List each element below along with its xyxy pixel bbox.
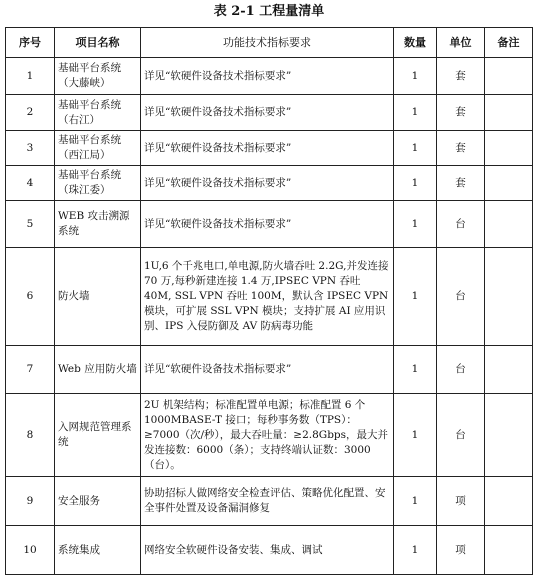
bill-of-quantities-table	[5, 27, 533, 575]
cell-no: 1	[6, 58, 55, 95]
header-no: 序号	[6, 28, 55, 58]
header-note: 备注	[485, 28, 533, 58]
cell-spec: 详见“软硬件设备技术指标要求”	[141, 95, 394, 131]
cell-unit: 套	[437, 95, 485, 131]
cell-name: 基础平台系统（大藤峡）	[55, 58, 141, 95]
cell-no: 3	[6, 131, 55, 166]
cell-note	[485, 166, 533, 201]
cell-name: 入网规范管理系统	[55, 394, 141, 477]
cell-note	[485, 526, 533, 575]
cell-unit: 台	[437, 346, 485, 394]
table-row	[6, 131, 533, 166]
cell-name: Web 应用防火墙	[55, 346, 141, 394]
cell-note	[485, 95, 533, 131]
cell-name: 系统集成	[55, 526, 141, 575]
cell-unit: 台	[437, 394, 485, 477]
cell-qty: 1	[394, 394, 437, 477]
cell-no: 8	[6, 394, 55, 477]
cell-spec: 详见“软硬件设备技术指标要求”	[141, 166, 394, 201]
cell-note	[485, 394, 533, 477]
table-row	[6, 95, 533, 131]
cell-qty: 1	[394, 477, 437, 526]
table-row	[6, 166, 533, 201]
cell-name: 防火墙	[55, 248, 141, 346]
table-header-row	[6, 28, 533, 58]
cell-spec: 详见“软硬件设备技术指标要求”	[141, 201, 394, 248]
cell-unit: 套	[437, 58, 485, 95]
table-row	[6, 526, 533, 575]
table-row	[6, 346, 533, 394]
cell-spec: 协助招标人做网络安全检查评估、策略优化配置、安全事件处置及设备漏洞修复	[141, 477, 394, 526]
cell-spec: 详见“软硬件设备技术指标要求”	[141, 58, 394, 95]
cell-no: 9	[6, 477, 55, 526]
table-row	[6, 394, 533, 477]
cell-note	[485, 346, 533, 394]
table-row	[6, 58, 533, 95]
cell-unit: 项	[437, 477, 485, 526]
cell-spec: 详见“软硬件设备技术指标要求”	[141, 131, 394, 166]
table-row	[6, 248, 533, 346]
cell-no: 5	[6, 201, 55, 248]
cell-qty: 1	[394, 131, 437, 166]
cell-qty: 1	[394, 248, 437, 346]
header-name: 项目名称	[55, 28, 141, 58]
cell-spec: 2U 机架结构；标准配置单电源；标准配置 6 个 1000MBASE-T 接口；每秒事务数（TPS）：≥7000（次/秒），最大吞吐量：≥2.8Gbps，最大并发连接数：6000（条）；支持终端认证数：3000（台）。	[141, 394, 394, 477]
cell-qty: 1	[394, 526, 437, 575]
table-row	[6, 201, 533, 248]
cell-name: 基础平台系统（右江）	[55, 95, 141, 131]
cell-unit: 套	[437, 166, 485, 201]
cell-name: 安全服务	[55, 477, 141, 526]
cell-unit: 套	[437, 131, 485, 166]
cell-qty: 1	[394, 201, 437, 248]
table-caption: 表 2-1 工程量清单	[213, 4, 325, 19]
header-unit: 单位	[437, 28, 485, 58]
cell-qty: 1	[394, 166, 437, 201]
cell-name: 基础平台系统（西江局）	[55, 131, 141, 166]
cell-unit: 项	[437, 526, 485, 575]
cell-spec: 网络安全软硬件设备安装、集成、调试	[141, 526, 394, 575]
cell-no: 10	[6, 526, 55, 575]
cell-note	[485, 58, 533, 95]
cell-note	[485, 477, 533, 526]
cell-qty: 1	[394, 58, 437, 95]
cell-note	[485, 248, 533, 346]
cell-qty: 1	[394, 95, 437, 131]
cell-no: 4	[6, 166, 55, 201]
header-qty: 数量	[394, 28, 437, 58]
header-spec: 功能技术指标要求	[141, 28, 394, 58]
cell-name: 基础平台系统（珠江委）	[55, 166, 141, 201]
cell-note	[485, 201, 533, 248]
cell-no: 2	[6, 95, 55, 131]
cell-unit: 台	[437, 201, 485, 248]
cell-no: 6	[6, 248, 55, 346]
cell-qty: 1	[394, 346, 437, 394]
cell-spec: 1U,6 个千兆电口,单电源,防火墙吞吐 2.2G,并发连接 70 万,每秒新建连接 1.4 万,IPSEC VPN 吞吐 40M, SSL VPN 吞吐 100M，默认含 IPSEC VPN 模块，可扩展 SSL VPN 模块；支持扩展 AI 应用识别、IPS 入侵防御及 AV 防病毒功能	[141, 248, 394, 346]
cell-note	[485, 131, 533, 166]
cell-name: WEB 攻击溯源系统	[55, 201, 141, 248]
cell-unit: 台	[437, 248, 485, 346]
cell-spec: 详见“软硬件设备技术指标要求”	[141, 346, 394, 394]
table-row	[6, 477, 533, 526]
cell-no: 7	[6, 346, 55, 394]
